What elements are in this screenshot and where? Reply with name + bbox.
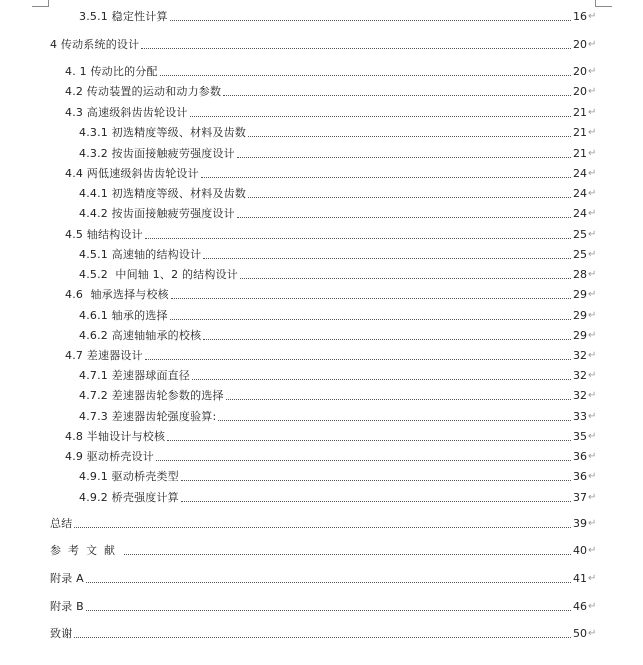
toc-entry-title: 4.7.2 差速器齿轮参数的选择	[79, 389, 224, 402]
toc-entry-title: 4.4.1 初选精度等级、材料及齿数	[79, 187, 247, 200]
toc-entry-title: 4.9.1 驱动桥壳类型	[79, 470, 179, 483]
paragraph-mark-icon: ↵	[588, 411, 597, 422]
toc-entry-title: 4. 1 传动比的分配	[65, 65, 158, 78]
toc-dot-leader	[181, 501, 571, 502]
toc-dot-leader	[86, 582, 571, 583]
paragraph-mark-icon: ↵	[588, 229, 597, 240]
paragraph-mark-icon: ↵	[588, 107, 597, 118]
toc-dot-leader	[124, 554, 571, 555]
toc-entry-title: 4.5 轴结构设计	[65, 228, 143, 241]
paragraph-mark-icon: ↵	[588, 148, 597, 159]
toc-entry-title: 总结	[50, 517, 73, 530]
toc-dot-leader	[181, 480, 571, 481]
toc-entry-title: 参考文献	[50, 544, 122, 557]
toc-entry-4-1[interactable]	[65, 61, 597, 79]
toc-page-number: 41	[573, 572, 587, 585]
toc-page-number: 24	[573, 167, 587, 180]
toc-entry-4-4-1[interactable]	[79, 183, 597, 201]
toc-entry-title: 4.3 高速级斜齿齿轮设计	[65, 106, 188, 119]
paragraph-mark-icon: ↵	[588, 168, 597, 179]
toc-page-number: 21	[573, 106, 587, 119]
toc-entry-title: 4.5.2 中间轴 1、2 的结构设计	[79, 268, 238, 281]
toc-page-number: 21	[573, 126, 587, 139]
paragraph-mark-icon: ↵	[588, 208, 597, 219]
toc-dot-leader	[203, 339, 571, 340]
toc-entry-4[interactable]	[50, 34, 597, 52]
toc-dot-leader	[201, 177, 571, 178]
paragraph-mark-icon: ↵	[588, 127, 597, 138]
toc-page-number: 25	[573, 248, 587, 261]
toc-entry-4-9-1[interactable]	[79, 466, 597, 484]
toc-page-number: 46	[573, 600, 587, 613]
toc-page-number: 36	[573, 450, 587, 463]
toc-page-number: 35	[573, 430, 587, 443]
toc-page-number: 32	[573, 389, 587, 402]
toc-entry-4-6-2[interactable]	[79, 325, 597, 343]
paragraph-mark-icon: ↵	[588, 492, 597, 503]
toc-dot-leader	[156, 460, 571, 461]
toc-page-number: 20	[573, 65, 587, 78]
toc-dot-leader	[170, 20, 571, 21]
toc-page-number: 50	[573, 627, 587, 640]
toc-entry-4-6[interactable]	[65, 284, 597, 302]
toc-entry-4-8[interactable]	[65, 426, 597, 444]
toc-page-number: 21	[573, 147, 587, 160]
toc-entry-4-7-2[interactable]	[79, 385, 597, 403]
toc-dot-leader	[237, 217, 571, 218]
paragraph-mark-icon: ↵	[588, 249, 597, 260]
toc-page-number: 28	[573, 268, 587, 281]
paragraph-mark-icon: ↵	[588, 451, 597, 462]
toc-entry-4-3-2[interactable]	[79, 143, 597, 161]
paragraph-mark-icon: ↵	[588, 601, 597, 612]
toc-dot-leader	[190, 116, 571, 117]
toc-entry-4-9-2[interactable]	[79, 487, 597, 505]
paragraph-mark-icon: ↵	[588, 628, 597, 639]
toc-page-number: 37	[573, 491, 587, 504]
toc-dot-leader	[223, 95, 571, 96]
toc-page-number: 40	[573, 544, 587, 557]
toc-entry-title: 4.6.1 轴承的选择	[79, 309, 168, 322]
toc-dot-leader	[74, 637, 571, 638]
toc-entry-title: 附录 B	[50, 600, 84, 613]
toc-entry-4-2[interactable]	[65, 81, 597, 99]
toc-page-number: 20	[573, 38, 587, 51]
crop-mark-right	[595, 0, 612, 7]
toc-entry-title: 4.3.2 按齿面接触疲劳强度设计	[79, 147, 235, 160]
toc-entry-title: 4.6.2 高速轴轴承的校核	[79, 329, 202, 342]
paragraph-mark-icon: ↵	[588, 471, 597, 482]
toc-entry-4-7-3[interactable]	[79, 406, 597, 424]
toc-dot-leader	[218, 420, 571, 421]
toc-entry-4-5[interactable]	[65, 224, 597, 242]
toc-dot-leader	[160, 75, 571, 76]
toc-entry-title: 附录 A	[50, 572, 84, 585]
toc-entry-4-7-1[interactable]	[79, 365, 597, 383]
toc-entry-title: 4.5.1 高速轴的结构设计	[79, 248, 202, 261]
toc-dot-leader	[248, 136, 571, 137]
toc-dot-leader	[226, 399, 571, 400]
toc-entry-4-4-2[interactable]	[79, 203, 597, 221]
toc-entry-4-7[interactable]	[65, 345, 597, 363]
toc-dot-leader	[192, 379, 571, 380]
toc-dot-leader	[86, 610, 571, 611]
toc-entry-title: 4.4.2 按齿面接触疲劳强度设计	[79, 207, 235, 220]
toc-entry-references[interactable]	[50, 540, 597, 558]
paragraph-mark-icon: ↵	[588, 350, 597, 361]
toc-dot-leader	[167, 440, 571, 441]
paragraph-mark-icon: ↵	[588, 289, 597, 300]
toc-entry-4-3[interactable]	[65, 102, 597, 120]
toc-dot-leader	[145, 238, 571, 239]
toc-page-number: 25	[573, 228, 587, 241]
toc-entry-title: 4.7.3 差速器齿轮强度验算:	[79, 410, 217, 423]
toc-page-number: 24	[573, 207, 587, 220]
toc-entry-title: 4.9 驱动桥壳设计	[65, 450, 154, 463]
paragraph-mark-icon: ↵	[588, 310, 597, 321]
toc-entry-title: 4.9.2 桥壳强度计算	[79, 491, 179, 504]
toc-page-number: 16	[573, 10, 587, 23]
toc-page-number: 33	[573, 410, 587, 423]
toc-page-number: 36	[573, 470, 587, 483]
toc-page-number: 39	[573, 517, 587, 530]
toc-entry-title: 4 传动系统的设计	[50, 38, 140, 51]
toc-entry-appendix-b[interactable]	[50, 596, 597, 614]
paragraph-mark-icon: ↵	[588, 518, 597, 529]
toc-entry-title: 4.7 差速器设计	[65, 349, 143, 362]
toc-page-number: 29	[573, 288, 587, 301]
toc-entry-4-9[interactable]	[65, 446, 597, 464]
toc-dot-leader	[240, 278, 571, 279]
toc-entry-4-3-1[interactable]	[79, 122, 597, 140]
toc-page-number: 29	[573, 329, 587, 342]
toc-page-number: 20	[573, 85, 587, 98]
paragraph-mark-icon: ↵	[588, 573, 597, 584]
toc-page-number: 24	[573, 187, 587, 200]
toc-entry-3-5-1[interactable]	[79, 6, 597, 24]
paragraph-mark-icon: ↵	[588, 370, 597, 381]
toc-dot-leader	[203, 258, 571, 259]
toc-entry-title: 4.7.1 差速器球面直径	[79, 369, 191, 382]
toc-entry-acknowledgements[interactable]	[50, 623, 597, 641]
toc-entry-appendix-a[interactable]	[50, 568, 597, 586]
toc-entry-title: 致谢	[50, 627, 73, 640]
paragraph-mark-icon: ↵	[588, 11, 597, 22]
toc-entry-4-5-1[interactable]	[79, 244, 597, 262]
paragraph-mark-icon: ↵	[588, 86, 597, 97]
toc-dot-leader	[145, 359, 571, 360]
toc-entry-title: 4.2 传动装置的运动和动力参数	[65, 85, 222, 98]
paragraph-mark-icon: ↵	[588, 390, 597, 401]
toc-dot-leader	[74, 527, 571, 528]
toc-entry-title: 4.4 两低速级斜齿齿轮设计	[65, 167, 199, 180]
paragraph-mark-icon: ↵	[588, 269, 597, 280]
toc-entry-title: 4.3.1 初选精度等级、材料及齿数	[79, 126, 247, 139]
crop-mark-left	[32, 0, 49, 7]
toc-dot-leader	[248, 197, 571, 198]
toc-page-number: 29	[573, 309, 587, 322]
toc-entry-4-5-2[interactable]	[79, 264, 597, 282]
toc-page-number: 32	[573, 369, 587, 382]
toc-dot-leader	[171, 298, 571, 299]
paragraph-mark-icon: ↵	[588, 188, 597, 199]
paragraph-mark-icon: ↵	[588, 39, 597, 50]
toc-entry-title: 4.8 半轴设计与校核	[65, 430, 166, 443]
paragraph-mark-icon: ↵	[588, 431, 597, 442]
toc-dot-leader	[170, 319, 571, 320]
toc-entry-title: 4.6 轴承选择与校核	[65, 288, 169, 301]
toc-dot-leader	[237, 157, 571, 158]
toc-dot-leader	[141, 48, 571, 49]
toc-entry-4-4[interactable]	[65, 163, 597, 181]
toc-entry-4-6-1[interactable]	[79, 305, 597, 323]
paragraph-mark-icon: ↵	[588, 330, 597, 341]
toc-entry-summary[interactable]	[50, 513, 597, 531]
paragraph-mark-icon: ↵	[588, 545, 597, 556]
toc-page-number: 32	[573, 349, 587, 362]
paragraph-mark-icon: ↵	[588, 66, 597, 77]
toc-entry-title: 3.5.1 稳定性计算	[79, 10, 168, 23]
